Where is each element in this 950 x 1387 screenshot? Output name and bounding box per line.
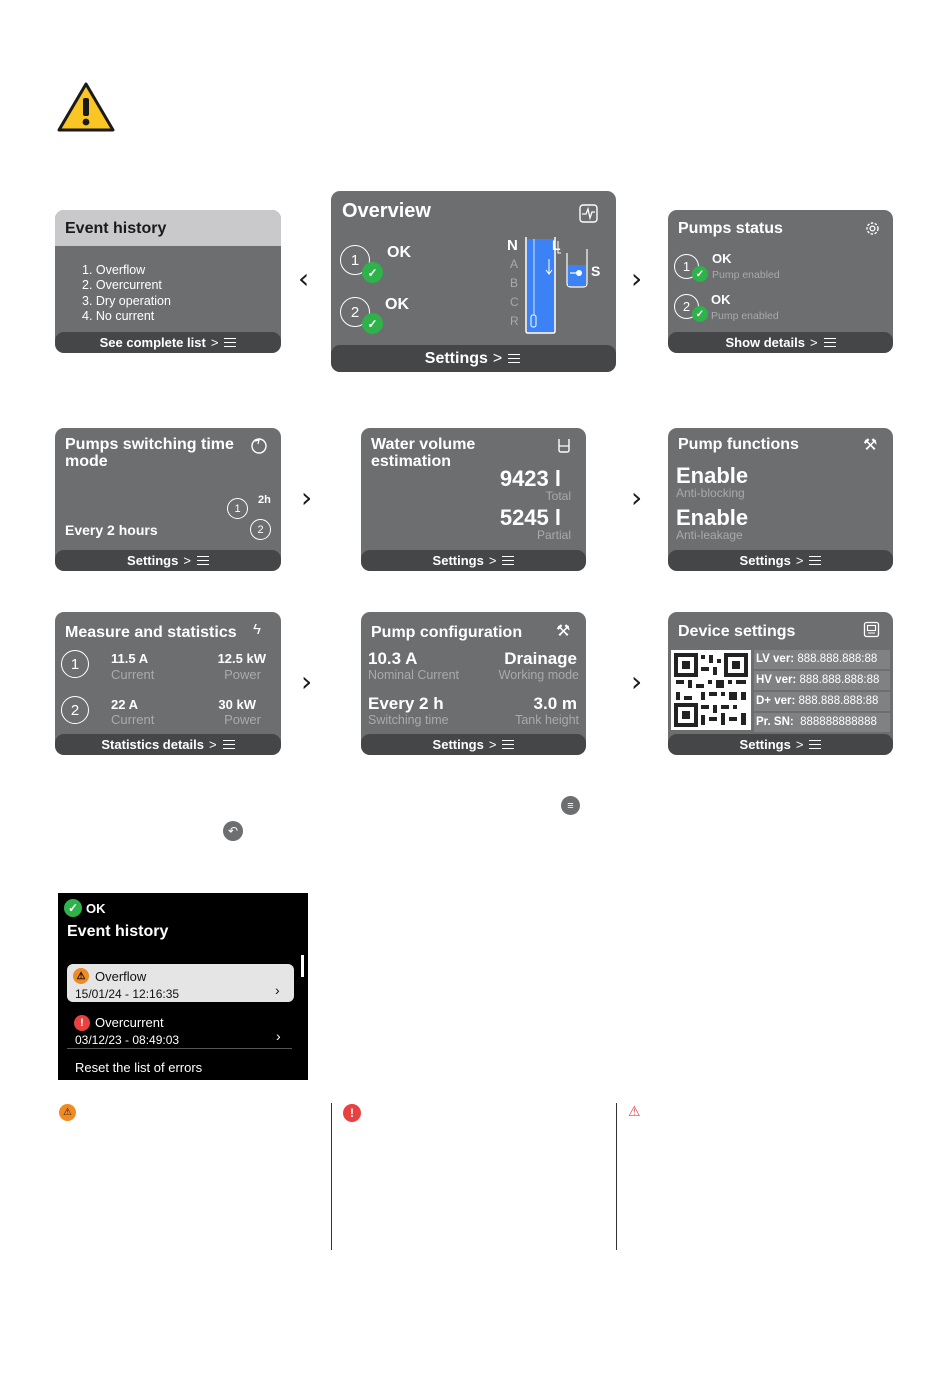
menu-icon	[809, 556, 821, 566]
alert-triangle-icon: ⚠	[628, 1103, 641, 1119]
version-table	[754, 650, 890, 732]
chevron-right-icon: >	[488, 553, 497, 568]
switching-time: Every 2 h	[368, 694, 444, 713]
gear-icon	[864, 220, 881, 237]
tank-height-label: Tank height	[515, 713, 579, 727]
card-title: Device settings	[678, 623, 796, 640]
event-history-screen	[58, 893, 308, 1080]
card-title: Pumps switching time mode	[65, 436, 234, 470]
menu-icon	[502, 556, 514, 566]
footer-label: Settings	[424, 349, 488, 367]
show-details-button[interactable]	[668, 332, 893, 353]
arrow-right-icon[interactable]: ›	[301, 481, 313, 514]
ok-check-icon: ✓	[362, 313, 383, 334]
card-title: Pump configuration	[371, 624, 523, 641]
settings-button[interactable]	[361, 550, 586, 571]
warning-circle-icon: ⚠	[59, 1104, 76, 1121]
rotate-icon	[250, 437, 268, 455]
event-list	[82, 263, 171, 324]
warning-triangle-icon	[57, 82, 115, 132]
menu-icon	[809, 740, 821, 750]
settings-button[interactable]	[361, 734, 586, 755]
footer-label: Settings	[739, 553, 791, 568]
chevron-right-icon: >	[210, 335, 219, 350]
chevron-right-icon: >	[183, 553, 191, 568]
footer-label: Statistics details	[101, 737, 204, 752]
overview-card[interactable]	[331, 191, 616, 372]
water-volume-card[interactable]	[361, 428, 586, 571]
table-row: Pr. SN: 888888888888	[754, 713, 890, 732]
arrow-right-icon[interactable]: ›	[631, 481, 643, 514]
working-mode-label: Working mode	[498, 668, 579, 682]
switching-value: Every 2 hours	[65, 522, 158, 538]
level-label-c: C	[510, 295, 519, 309]
card-title: Water volume estimation	[371, 436, 476, 470]
pump-1-power: 12.5 kW	[217, 651, 266, 666]
pump-1-status: OK	[712, 251, 732, 266]
pump-2-icon: 2	[340, 297, 370, 327]
switching-time-label: Switching time	[368, 713, 449, 727]
working-mode: Drainage	[504, 649, 577, 668]
column-divider	[331, 1103, 332, 1250]
warning-icon: ⚠	[73, 968, 89, 984]
power-label: Power	[224, 712, 261, 727]
pump-2-power: 30 kW	[218, 697, 256, 712]
settings-button[interactable]	[668, 550, 893, 571]
event-date: 15/01/24 - 12:16:35	[75, 987, 180, 1001]
back-round-icon: ↶	[223, 821, 243, 841]
menu-icon	[197, 556, 209, 566]
card-title: Pump functions	[678, 436, 799, 453]
pump-1-current: 11.5 A	[111, 651, 149, 666]
footer-label: Settings	[739, 737, 791, 752]
chevron-right-icon: >	[492, 349, 503, 367]
list-item: 2. Overcurrent	[82, 278, 162, 293]
chevron-right-icon: ›	[276, 1028, 281, 1044]
event-date: 03/12/23 - 08:49:03	[75, 1033, 180, 1047]
pump-1-icon: 1	[674, 254, 699, 279]
chevron-right-icon: >	[795, 737, 804, 752]
menu-icon	[224, 338, 236, 348]
pump-1-icon: 1	[340, 245, 370, 275]
event-name: Overcurrent	[95, 1015, 164, 1030]
chevron-right-icon: >	[209, 737, 217, 752]
menu-icon	[508, 354, 522, 364]
pump-2-status: OK	[711, 292, 731, 307]
pump-1-icon: 1	[61, 650, 89, 678]
tank-icon	[557, 438, 571, 453]
ok-check-icon: ✓	[64, 899, 82, 917]
scrollbar[interactable]	[301, 955, 304, 977]
see-complete-list-button[interactable]	[55, 332, 281, 353]
ok-check-icon: ✓	[692, 306, 708, 322]
level-label-s: S	[591, 263, 601, 279]
settings-button[interactable]	[55, 550, 281, 571]
screen-title: Event history	[67, 923, 169, 940]
arrow-right-icon[interactable]: ›	[631, 262, 643, 295]
statistics-details-button[interactable]	[55, 734, 281, 755]
menu-icon	[502, 740, 514, 750]
chevron-right-icon: ›	[275, 982, 280, 998]
card-title: Measure and statistics	[65, 624, 237, 641]
power-label: Power	[224, 667, 261, 682]
level-label-a: A	[510, 257, 519, 271]
arrow-right-icon[interactable]: ›	[631, 665, 643, 698]
table-row: D+ ver: 888.888.888:88	[754, 692, 890, 711]
error-circle-icon: !	[343, 1104, 361, 1122]
pump-1-sub: Pump enabled	[712, 269, 780, 281]
pumps-switching-card[interactable]	[55, 428, 281, 571]
level-label-b: B	[510, 276, 519, 290]
card-title: Event history	[65, 220, 167, 237]
nominal-current: 10.3 A	[368, 649, 418, 668]
pump-2-sub: Pump enabled	[711, 310, 779, 322]
pump-2-status: OK	[385, 296, 409, 313]
chevron-right-icon: >	[488, 737, 497, 752]
pumps-status-card[interactable]	[668, 210, 893, 353]
pump-2-icon: 2	[250, 519, 271, 540]
settings-button[interactable]	[331, 345, 616, 372]
measure-statistics-card[interactable]	[55, 612, 281, 755]
event-history-card[interactable]	[55, 210, 281, 353]
footer-label: See complete list	[99, 335, 206, 350]
wrench-icon: ⚒	[863, 437, 878, 454]
footer-label: Settings	[432, 553, 484, 568]
current-label: Current	[111, 667, 155, 682]
column-divider	[616, 1103, 617, 1250]
pump-2-current: 22 A	[111, 697, 138, 712]
qr-code-icon	[671, 650, 751, 730]
partial-label: Partial	[536, 528, 571, 542]
menu-icon	[223, 740, 235, 750]
table-row: LV ver: 888.888.888:88	[754, 650, 890, 669]
menu-round-icon: ≡	[561, 796, 580, 815]
list-item[interactable]	[67, 1011, 292, 1049]
footer-label: Settings	[127, 553, 179, 568]
ok-check-icon: ✓	[692, 266, 708, 282]
chevron-right-icon: >	[795, 553, 804, 568]
list-item: 1. Overflow	[82, 263, 146, 277]
nominal-current-label: Nominal Current	[368, 668, 460, 682]
total-label: Total	[545, 489, 571, 503]
arrow-left-icon[interactable]: ‹	[298, 262, 310, 295]
lightning-icon: ϟ	[253, 621, 261, 638]
activity-icon	[579, 204, 598, 223]
menu-icon	[824, 338, 836, 348]
settings-button[interactable]	[668, 734, 893, 755]
card-title: Pumps status	[678, 220, 783, 237]
footer-label: Show details	[725, 335, 805, 350]
status-label: OK	[86, 901, 106, 916]
pump-2-icon: 2	[674, 294, 699, 319]
function-1-label: Anti-blocking	[676, 486, 745, 500]
current-label: Current	[111, 712, 155, 727]
device-icon	[863, 621, 880, 638]
event-name: Overflow	[95, 969, 147, 984]
switch-interval: 2h	[258, 494, 271, 506]
ok-check-icon: ✓	[362, 262, 383, 283]
total-volume: 9423 l	[499, 466, 561, 491]
level-label-r: R	[510, 314, 519, 328]
tank-height: 3.0 m	[533, 694, 577, 713]
chevron-right-icon: >	[809, 335, 818, 350]
level-label-l: L	[552, 237, 561, 253]
device-settings-card[interactable]	[668, 612, 893, 755]
tank-diagram	[521, 235, 601, 337]
list-item[interactable]	[67, 964, 294, 1002]
level-label-n: N	[507, 237, 518, 254]
pump-1-status: OK	[387, 244, 411, 261]
function-2-value: Enable	[676, 505, 749, 530]
list-item: 4. No current	[82, 308, 155, 323]
wrench-icon: ⚒	[556, 623, 571, 640]
pump-1-icon: 1	[227, 498, 248, 519]
list-item: 3. Dry operation	[82, 293, 171, 308]
error-icon: !	[74, 1015, 90, 1031]
partial-volume: 5245 l	[499, 505, 561, 530]
table-row: HV ver: 888.888.888:88	[754, 671, 890, 690]
function-2-label: Anti-leakage	[676, 528, 743, 542]
pump-functions-card[interactable]	[668, 428, 893, 571]
pump-2-icon: 2	[61, 696, 89, 724]
pump-configuration-card[interactable]	[361, 612, 586, 755]
function-1-value: Enable	[676, 463, 749, 488]
footer-label: Settings	[432, 737, 484, 752]
reset-errors-button[interactable]: Reset the list of errors	[75, 1060, 203, 1075]
arrow-right-icon[interactable]: ›	[301, 665, 313, 698]
card-title: Overview	[342, 200, 431, 222]
